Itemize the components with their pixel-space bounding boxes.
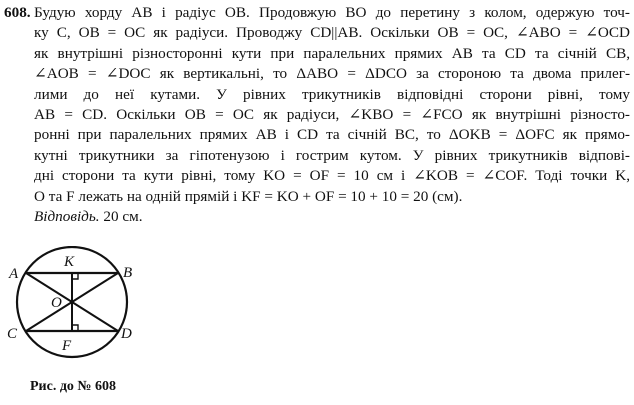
- problem-line-4: ∠AOB = ∠DOC як вертикальні, то ΔABO = ΔDCO за стороною та двома прилег-: [34, 65, 630, 83]
- label-k: K: [64, 254, 75, 270]
- problem-line-6: AB = CD. Оскільки OB = OC як радіуси, ∠KBO = ∠FCO як внутрішні різносто-: [34, 106, 630, 124]
- problem-line-2: ку C, OB = OC як радіуси. Проводжу CD||AB. Оскільки OB = OC, ∠ABO = ∠OCD: [34, 24, 630, 42]
- figure-caption: Рис. до № 608: [30, 379, 116, 394]
- problem-line-7: ронні при паралельних прямих AB і CD та січній BC, то ΔOKB = ΔOFC як прямо-: [34, 126, 630, 144]
- problem-line-10: O та F лежать на одній прямій і KF = KO + OF = 10 + 10 = 20 (см).: [34, 187, 463, 205]
- answer-line: [4, 207, 630, 227]
- label-o: O: [51, 295, 62, 311]
- problem-line-5: лими до неї кутами. У рівних трикутників відповідні сторони рівні, тому: [34, 85, 630, 103]
- label-c: C: [7, 326, 18, 342]
- label-f: F: [62, 338, 72, 354]
- answer-label: Відповідь.: [34, 208, 100, 226]
- geometry-figure: [0, 246, 160, 366]
- problem-608: [4, 3, 630, 227]
- label-d: D: [121, 326, 132, 342]
- problem-line-9: дні сторони та кути рівні, тому KO = OF = 10 см і ∠KOB = ∠COF. Тоді точки K,: [34, 167, 630, 185]
- label-a: A: [9, 266, 19, 282]
- point-o: [70, 300, 73, 303]
- problem-line-3: як внутрішні різносторонні кути при паралельних прямих AB та CD та січній CB,: [34, 44, 630, 62]
- answer-value: 20 см.: [99, 208, 143, 226]
- problem-line-1: [4, 3, 630, 23]
- problem-text-1: Будую хорду AB і радіус OB. Продовжую BO до перетину з колом, одержую точ-: [34, 4, 630, 21]
- label-b: B: [123, 265, 133, 281]
- problem-number: 608.: [4, 4, 31, 21]
- problem-line-8: кутні трикутники за гіпотенузою і гострим кутом. У рівних трикутників відпові-: [34, 146, 630, 164]
